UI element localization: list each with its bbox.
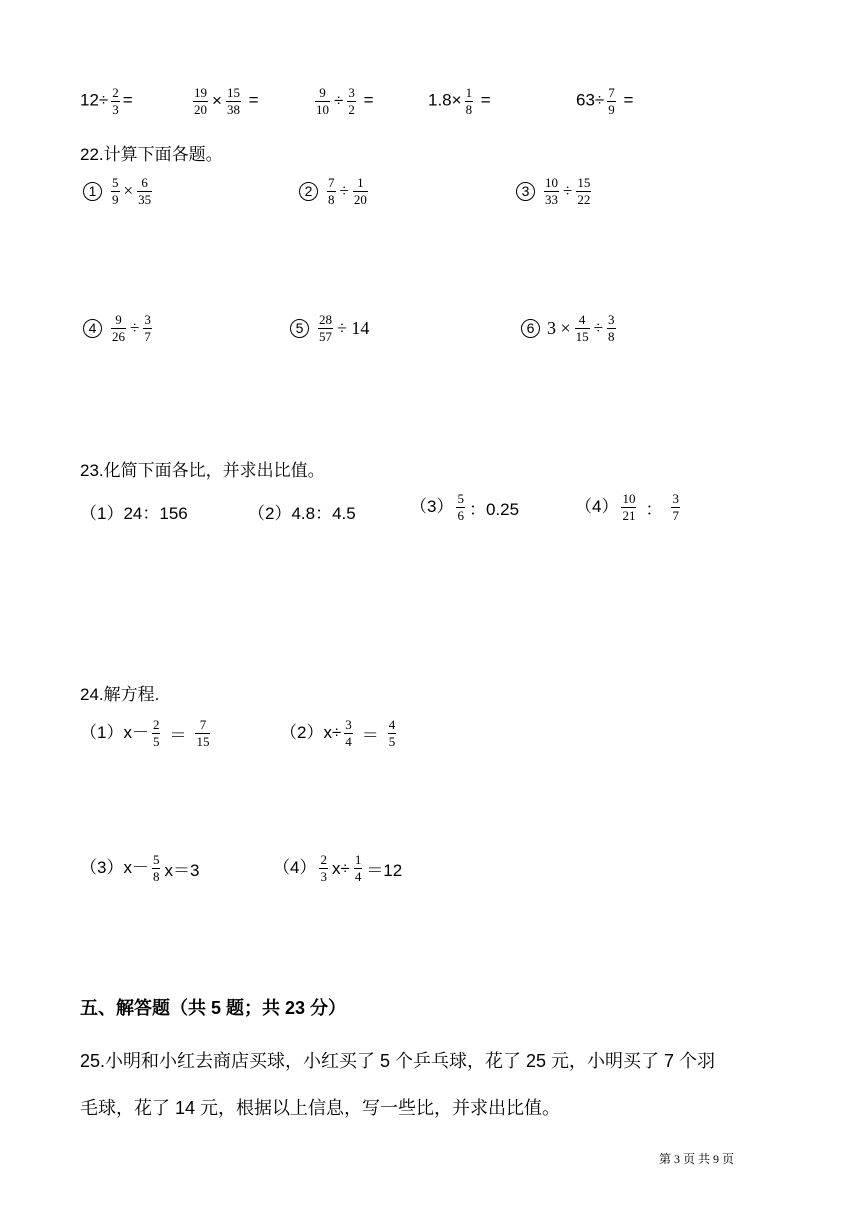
q23-item-3	[410, 492, 520, 523]
q21-item-5-prefix: 63÷	[576, 90, 605, 110]
equals-sign: =	[480, 90, 491, 110]
q22-item-2	[299, 176, 371, 206]
fraction: $\frac{19}{20}$	[194, 85, 207, 117]
q21-item-3	[312, 86, 374, 116]
item-label: （1）x－	[80, 723, 149, 742]
fraction: $\frac{9}{26}$	[112, 312, 125, 344]
operator-with-number: ÷ 14	[337, 317, 370, 338]
q24-item-1	[80, 718, 213, 749]
circled-number: 6	[521, 319, 540, 338]
q21-item-1	[80, 86, 133, 116]
equals-sign: =	[363, 90, 374, 110]
q22-item-6	[521, 313, 619, 343]
equation-rest: ＝12	[366, 861, 403, 881]
q21-item-4-prefix: 1.8×	[428, 90, 462, 110]
item-label: （2）x÷	[280, 723, 342, 742]
fraction: $\frac{4}{5}$	[388, 717, 396, 750]
q21-item-4	[428, 86, 491, 116]
equals-sign: ＝	[361, 726, 379, 746]
q24-item-4	[273, 853, 403, 884]
q23-item-1: （1）24：156	[80, 504, 188, 523]
fraction: $\frac{10}{33}$	[545, 175, 558, 207]
q22-item-4	[83, 313, 155, 343]
q25-line-1: 25.小明和小红去商店买球，小红买了 5 个乒乓球，花了 25 元，小明买了 7 个羽	[80, 1051, 716, 1071]
operator: ÷	[130, 318, 140, 338]
q22-title: 22.计算下面各题。	[80, 145, 223, 164]
circled-number: 4	[83, 319, 102, 338]
q25-line-2: 毛球，花了 14 元，根据以上信息，写一些比，并求出比值。	[80, 1098, 561, 1118]
ratio-colon: ：	[645, 500, 663, 520]
fraction: $\frac{15}{22}$	[577, 175, 591, 207]
fraction: $\frac{3}{2}$	[348, 85, 355, 117]
operator: ÷	[563, 181, 573, 201]
q24-item-3	[80, 853, 200, 884]
item-label: （3）	[410, 497, 454, 516]
operator: ×	[212, 91, 222, 111]
fraction: $\frac{7}{15}$	[196, 717, 210, 750]
q23-item-4	[575, 492, 683, 523]
operator: ÷	[334, 91, 344, 111]
item-label: （4）	[273, 858, 317, 877]
q24-item-2	[280, 718, 399, 749]
operator: ÷	[339, 181, 349, 201]
fraction: $\frac{3}{8}$	[608, 312, 615, 344]
equals-sign: =	[248, 90, 259, 110]
fraction: $\frac{5}{9}$	[112, 175, 119, 207]
fraction: $\frac{1}{20}$	[353, 175, 367, 207]
fraction: $\frac{3}{7}$	[672, 491, 679, 524]
fraction: $\frac{7}{9}$	[608, 85, 615, 117]
fraction: $\frac{15}{38}$	[226, 85, 240, 117]
fraction: $\frac{1}{8}$	[465, 85, 473, 117]
circled-number: 1	[83, 182, 102, 201]
circled-number: 2	[299, 182, 318, 201]
circled-number: 5	[290, 319, 309, 338]
item-label: （4）	[575, 497, 619, 516]
equals-sign: =	[122, 90, 133, 110]
equation-mid: x÷	[331, 858, 350, 878]
fraction: $\frac{4}{15}$	[575, 312, 589, 344]
ratio-rest: ：0.25	[468, 500, 520, 520]
page-footer: 第 3 页 共 9 页	[659, 1152, 735, 1166]
equation-rest: x＝3	[164, 861, 200, 881]
fraction: $\frac{10}{21}$	[622, 491, 636, 524]
fraction: $\frac{7}{8}$	[328, 175, 335, 207]
item-prefix: 3 ×	[547, 317, 571, 338]
q21-item-1-prefix: 12÷	[80, 90, 109, 110]
equals-sign: ＝	[169, 726, 187, 746]
section-heading: 五、解答题（共 5 题；共 23 分）	[80, 998, 347, 1018]
operator: ×	[123, 181, 134, 201]
fraction: $\frac{9}{10}$	[316, 85, 329, 117]
fraction: $\frac{3}{4}$	[345, 717, 352, 750]
fraction: $\frac{6}{35}$	[138, 175, 152, 207]
item-label: （3）x－	[80, 858, 149, 877]
fraction: $\frac{5}{8}$	[152, 852, 160, 885]
fraction: $\frac{28}{57}$	[319, 312, 332, 344]
q22-item-1	[83, 176, 155, 206]
fraction: $\frac{1}{4}$	[354, 852, 362, 885]
q22-item-5	[290, 313, 370, 343]
fraction: $\frac{2}{3}$	[320, 852, 327, 885]
q23-title: 23.化简下面各比，并求出比值。	[80, 461, 325, 480]
fraction: $\frac{5}{6}$	[457, 491, 464, 524]
fraction: $\frac{2}{5}$	[152, 717, 160, 750]
q23-item-2: （2）4.8：4.5	[248, 504, 356, 523]
equals-sign: =	[623, 90, 634, 110]
q21-item-2	[190, 86, 259, 116]
operator: ÷	[593, 318, 603, 338]
q21-item-5	[576, 86, 633, 116]
q24-title: 24.解方程.	[80, 685, 160, 704]
circled-number: 3	[516, 182, 535, 201]
q22-item-3	[516, 176, 594, 206]
fraction: $\frac{3}{7}$	[144, 312, 151, 344]
fraction: $\frac{2}{3}$	[112, 85, 119, 117]
